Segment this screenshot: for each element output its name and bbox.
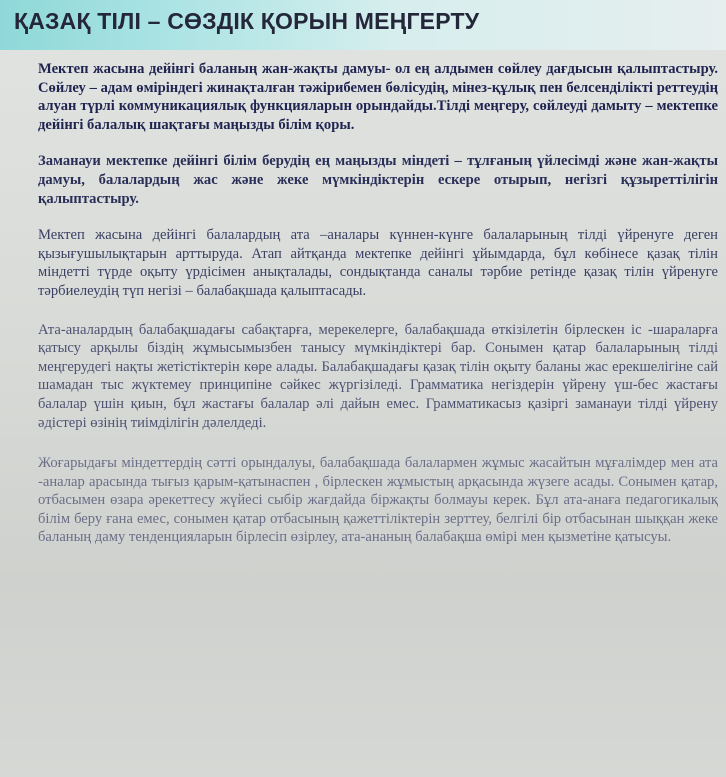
paragraph-2: Заманауи мектепке дейінгі білім берудің ең маңызды міндеті – тұлғаның үйлесімді және жан-жақты дамуы, балалардың жас және жеке мүмкіндіктерін ескере отырып, негізгі құзыреттілігін қалыптастыру. [38, 153, 718, 207]
page-title: ҚАЗАҚ ТІЛІ – СӨЗДІК ҚОРЫН МЕҢГЕРТУ [14, 8, 480, 34]
paragraph-4: Ата-аналардың балабақшадағы сабақтарға, мерекелерге, балабақшада өткізілетін бірлескен іс -шараларға қатысу арқылы біздің жұмысымызбен танысу мүмкіндіктері бар. Сонымен қатар балаларының тілді меңгерудегі нақты жетістіктерін көре алады. Балабақшадағы қазақ тілін оқыту баланы жас ерекшелігіне сай шамадан тыс жүктемеу принципіне сәйкес жүргізіледі. Грамматика негіздерін үйрену үш-бес жастағы балалар үшін қиын, бұл жастағы балалар әлі дайын емес. Грамматикасыз қазіргі заманауи тілді үйрену әдістері өзінің тиімділігін дәлелдеді. [38, 321, 718, 431]
paragraph-5: Жоғарыдағы міндеттердің сәтті орындалуы, балабақшада балалармен жұмыс жасайтын мұғалімдер мен ата -аналар арасында тығыз қарым-қатынаспен , бірлескен жұмыстың арқасында жүзеге асады. Сонымен қатар, отбасымен өзара әрекеттесу жүйесі сыбір жағдайда біржақты болмауы керек. Бұл ата-анаға педагогикалық білім беру ғана емес, сонымен қатар отбасының қажеттіліктерін зерттеу, белгілі бір отбасынан шыққан жеке баланың даму тенденцияларын бірлесіп өзірлеу, ата-ананың балабақша өмірі мен қызметіне қатысуы. [38, 455, 718, 546]
paragraph-1: Мектеп жасына дейінгі баланың жан-жақты дамуы- ол ең алдымен сөйлеу дағдысын қалыптастыру. Сөйлеу – адам өміріндегі жинақталған тәжірибемен бөлісудің, мінез-құлық пен белсенділікті реттеудің алуан түрлі коммуникациялық функцияларын орындайды.Тілді меңгеру, сөйлеуді дамыту – мектепке дейінгі балалық шақтағы маңызды білім қоры. [38, 61, 718, 133]
paragraph-3: Мектеп жасына дейінгі балалардың ата –аналары күннен-күнге балаларының тілді үйренуге деген қызығушылықтарын арттыруда. Атап айтқанда мектепке дейінгі ұйымдарда, бұл көбінесе қазақ тілін міндетті түрде оқыту үрдісімен анықталады, сондықтанда саналы тәрбие ретінде қазақ тілін үйренуге тәрбиелеудің түп негізі – балабақшада қалыптасады. [38, 227, 718, 299]
document-body [38, 60, 718, 561]
title-band [0, 0, 726, 50]
